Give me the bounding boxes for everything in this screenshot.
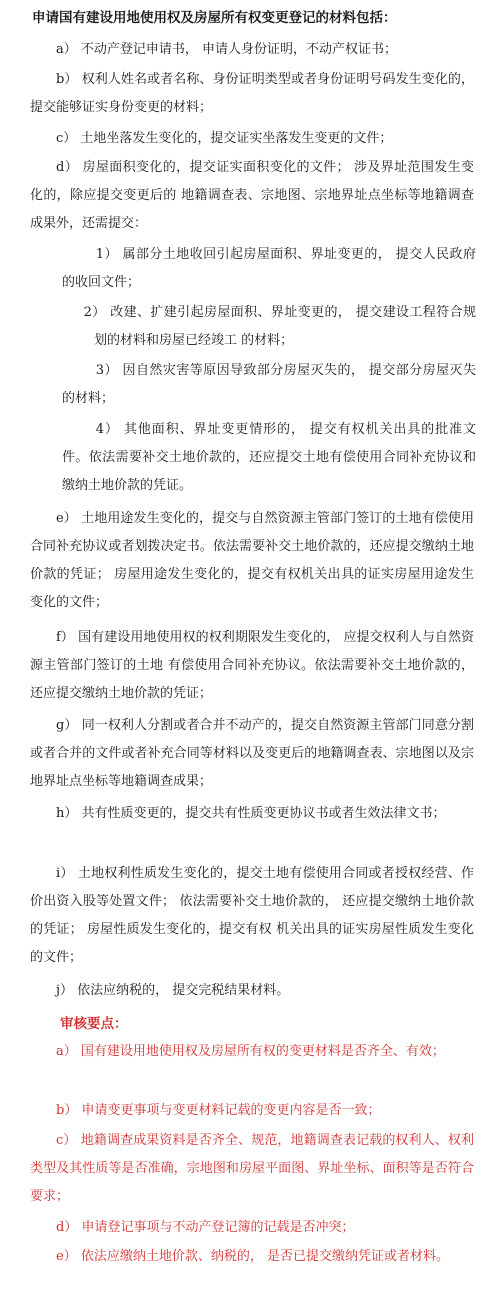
sub-item-3: 3） 因自然灾害等原因导致部分房屋灭失的， 提交部分房屋灭失的材料； [62,363,476,406]
material-item-h: h） 共有性质变更的，提交共有性质变更协议书或者生效法律文书； [56,806,446,821]
review-point-a: a） 国有建设用地使用权及房屋所有权的变更材料是否齐全、有效； [56,1044,445,1059]
document-heading: 申请国有建设用地使用权及房屋所有权变更登记的材料包括： [32,10,397,26]
review-point-c: c） 地籍调查成果资料是否齐全、规范，地籍调查表记载的权利人、权利类型及其性质等是否准确，宗地图和房屋平面图、界址坐标、面积等是否符合要求； [30,1133,474,1204]
material-item-f: f） 国有建设用地使用权的权利期限发生变化的， 应提交权利人与自然资源主管部门签订的土地 有偿使用合同补充协议。依法需要补交土地价款的，还应提交缴纳土地价款的凭证； [30,630,474,701]
sub-item-2: 2） 改建、扩建引起房屋面积、界址变更的， 提交建设工程符合规划的材料和房屋已经竣工 的材料； [83,305,476,348]
material-item-b: b） 权利人姓名或者名称、身份证明类型或者身份证明号码发生变化的，提交能够证实身份变更的材料； [30,72,474,115]
material-item-i: i） 土地权利性质发生变化的，提交土地有偿使用合同或者授权经营、作价出资入股等处置文件； 依法需要补交土地价款的， 还应提交缴纳土地价款的凭证； 房屋性质发生变化的，提交有权 机关出具的证实房屋性质发生变化的文件； [30,866,474,965]
material-item-c: c） 土地坐落发生变化的，提交证实坐落发生变更的文件； [56,131,393,146]
material-item-a: a） 不动产登记申请书， 申请人身份证明，不动产权证书； [56,42,398,57]
material-item-g: g） 同一权利人分割或者合并不动产的，提交自然资源主管部门同意分割或者合并的文件或者补充合同等材料以及变更后的地籍调查表、宗地图以及宗地界址点坐标等地籍调查成果； [30,718,474,789]
sub-item-1: 1） 属部分土地收回引起房屋面积、界址变更的， 提交人民政府的收回文件； [62,247,476,290]
review-point-b: b） 申请变更事项与变更材料记载的变更内容是否一致； [56,1103,381,1118]
review-heading: 审核要点： [60,1016,128,1032]
material-item-j: j） 依法应纳税的， 提交完税结果材料。 [56,983,290,998]
review-point-d: d） 申请登记事项与不动产登记簿的记载是否冲突； [56,1220,355,1235]
sub-item-4: 4） 其他面积、界址变更情形的， 提交有权机关出具的批准文件。依法需要补交土地价款的，还应提交土地有偿使用合同补充协议和缴纳土地价款的凭证。 [62,422,476,493]
material-item-d: d） 房屋面积变化的，提交证实面积变化的文件； 涉及界址范围发生变化的，除应提交变更后的 地籍调查表、宗地图、宗地界址点坐标等地籍调查成果外，还需提交： [30,160,474,231]
review-point-e: e） 依法应缴纳土地价款、纳税的， 是否已提交缴纳凭证或者材料。 [56,1249,449,1264]
material-item-e: e） 土地用途发生变化的，提交与自然资源主管部门签订的土地有偿使用合同补充协议或者划拨决定书。依法需要补交土地价款的，还应提交缴纳土地价款的凭证； 房屋用途发生变化的，提交有权机关出具的证实房屋用途发生变化的文件； [30,511,474,610]
